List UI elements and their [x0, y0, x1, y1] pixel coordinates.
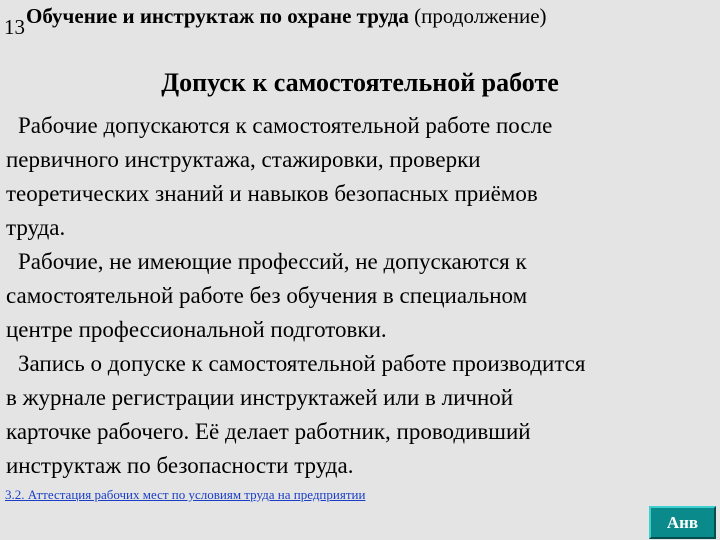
slide-number: 13	[4, 15, 25, 39]
body-line: первичного инструктажа, стажировки, проверки	[6, 147, 481, 172]
body-line: труда.	[6, 215, 66, 240]
body-line: инструктаж по безопасности труда.	[6, 453, 354, 478]
body-line: теоретических знаний и навыков безопасных приёмов	[6, 181, 538, 206]
header-title	[26, 4, 547, 28]
header-title-suffix: (продолжение)	[408, 4, 547, 28]
header-title-main: Обучение и инструктаж по охране труда	[26, 4, 409, 28]
body-line: Рабочие, не имеющие профессий, не допускаются к	[18, 249, 527, 274]
footer-link-attestation[interactable]: 3.2. Аттестация рабочих мест по условиям труда на предприятии	[5, 487, 366, 502]
body-text	[6, 109, 718, 483]
body-line: карточке рабочего. Её делает работник, проводивший	[6, 419, 531, 444]
body-line: центре профессиональной подготовки.	[6, 317, 387, 342]
body-line: Рабочие допускаются к самостоятельной работе после	[18, 113, 553, 138]
section-heading: Допуск к самостоятельной работе	[161, 68, 559, 97]
body-line: Запись о допуске к самостоятельной работе производится	[18, 351, 586, 376]
body-line: в журнале регистрации инструктажей или в личной	[6, 385, 514, 410]
nav-button[interactable]: Анв	[649, 506, 716, 539]
body-line: самостоятельной работе без обучения в специальном	[6, 283, 528, 308]
